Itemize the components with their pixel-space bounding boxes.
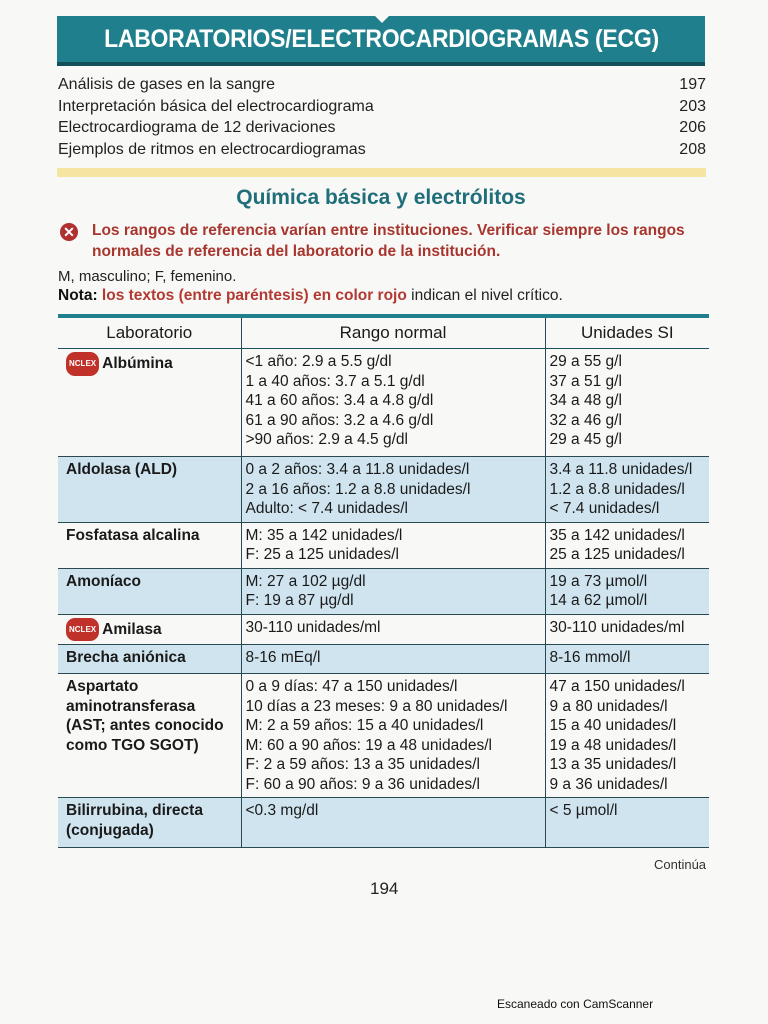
normal-range-line: 41 a 60 años: 3.4 a 4.8 g/dl [245,392,434,409]
normal-range-line: M: 35 a 142 unidades/l [245,526,403,544]
lab-name-cell [58,568,241,614]
table-row [58,457,709,523]
si-units-line: 34 a 48 g/l [549,392,622,409]
si-units-cell [545,674,709,798]
note-label: Nota: [58,287,98,304]
si-units-line: 29 a 45 g/l [549,431,622,448]
normal-range-line: M: 60 a 90 años: 19 a 48 unidades/l [245,736,492,754]
si-units-line: 29 a 55 g/l [549,353,622,370]
nclex-badge-icon: NCLEX [66,352,99,376]
normal-range-cell [241,645,545,674]
toc-entry[interactable] [58,139,706,161]
normal-range-line: Adulto: < 7.4 unidades/l [245,500,408,517]
page-number: 194 [370,879,399,898]
lab-name: Fosfatasa alcalina [66,526,200,544]
si-units-line: 30-110 unidades/ml [549,618,685,636]
toc-entry-label: Análisis de gases en la sangre [58,76,276,93]
normal-range-line: <1 año: 2.9 a 5.5 g/dl [245,353,392,370]
normal-range-line: 30-110 unidades/ml [245,618,381,636]
normal-range-line: 8-16 mEq/l [245,649,321,666]
toc-entry[interactable] [58,117,706,139]
normal-range-line: <0.3 mg/dl [245,802,319,819]
table-row [58,645,709,674]
normal-range-cell [241,349,545,457]
si-units-line: 37 a 51 g/l [549,372,622,390]
column-header-normal-range: Rango normal [241,316,545,349]
toc-entry-page: 203 [679,97,706,115]
lab-values-table [58,314,709,848]
abbreviations: M, masculino; F, femenino. [58,268,237,285]
toc-entry[interactable] [58,74,706,96]
lab-name: Amilasa [102,620,162,638]
si-units-cell [545,522,709,568]
si-units-line: 35 a 142 unidades/l [549,526,685,544]
normal-range-line: 0 a 9 días: 47 a 150 unidades/l [245,678,458,695]
column-header-si-units: Unidades SI [545,316,709,349]
lab-name-cell [58,798,241,848]
column-header-lab: Laboratorio [58,316,241,349]
lab-name: Bilirrubina, directa (conjugada) [66,802,203,839]
si-units-line: 19 a 73 µmol/l [549,572,648,590]
si-units-cell [545,568,709,614]
normal-range-cell [241,614,545,645]
section-divider [57,168,706,177]
si-units-line: < 5 µmol/l [549,802,618,819]
warning-text: Los rangos de referencia varían entre instituciones. Verificar siempre los rangos normales de referencia del laboratorio de la institución. [92,222,685,260]
toc-entry-page: 206 [679,119,706,136]
si-units-line: 3.4 a 11.8 unidades/l [549,461,693,478]
toc-entry-page: 208 [679,140,706,158]
continued-label: Continúa [654,857,707,872]
normal-range-line: F: 2 a 59 años: 13 a 35 unidades/l [245,756,480,773]
lab-name-cell [58,614,241,645]
table-body [58,349,709,848]
normal-range-cell [241,798,545,848]
section-title: Química básica y electrólitos [236,186,526,209]
normal-range-line: F: 25 a 125 unidades/l [245,546,399,563]
lab-name-cell [58,349,241,457]
table-of-contents [58,74,706,160]
si-units-cell [545,614,709,645]
lab-name-cell [58,522,241,568]
lab-name-cell [58,645,241,674]
normal-range-line: F: 19 a 87 µg/dl [245,592,354,609]
normal-range-cell [241,674,545,798]
chapter-banner [57,16,705,66]
banner-notch [375,16,389,23]
normal-range-line: M: 2 a 59 años: 15 a 40 unidades/l [245,717,484,734]
table-row [58,798,709,848]
toc-entry-label: Electrocardiograma de 12 derivaciones [58,119,336,136]
normal-range-cell [241,568,545,614]
si-units-line: 14 a 62 µmol/l [549,592,648,609]
normal-range-cell [241,457,545,523]
si-units-line: 25 a 125 unidades/l [549,546,685,563]
si-units-line: 47 a 150 unidades/l [549,678,685,695]
lab-name: Amoníaco [66,572,141,590]
si-units-line: 32 a 46 g/l [549,411,622,429]
scanner-watermark: Escaneado con CamScanner [497,997,654,1011]
normal-range-line: 61 a 90 años: 3.2 a 4.6 g/dl [245,411,434,429]
warning-note [60,220,710,262]
table-row [58,674,709,798]
normal-range-line: M: 27 a 102 µg/dl [245,572,366,590]
lab-name-cell [58,457,241,523]
normal-range-line: F: 60 a 90 años: 9 a 36 unidades/l [245,775,480,793]
lab-name: Brecha aniónica [66,649,186,666]
note-red-text: los textos (entre paréntesis) en color rojo [101,287,407,304]
normal-range-line: 0 a 2 años: 3.4 a 11.8 unidades/l [245,461,470,478]
nclex-badge-icon: NCLEX [66,618,99,642]
note-rest-text: indican el nivel crítico. [411,287,563,304]
si-units-line: 19 a 48 unidades/l [549,736,677,754]
lab-name-cell [58,674,241,798]
toc-entry-page: 197 [679,76,706,93]
lab-name: Aspartato aminotransferasa (AST; antes conocido como TGO SGOT) [66,678,224,754]
normal-range-line: 10 días a 23 meses: 9 a 80 unidades/l [245,697,508,715]
normal-range-line: >90 años: 2.9 a 4.5 g/dl [245,431,408,448]
table-row [58,614,709,645]
table-row [58,349,709,457]
toc-entry-label: Ejemplos de ritmos en electrocardiogramas [58,140,366,158]
si-units-line: 9 a 80 unidades/l [549,697,668,715]
chapter-title: LABORATORIOS/ELECTROCARDIOGRAMAS (ECG) [103,24,659,53]
normal-range-line: 1 a 40 años: 3.7 a 5.1 g/dl [245,372,425,390]
normal-range-line: 2 a 16 años: 1.2 a 8.8 unidades/l [245,480,471,498]
si-units-line: 13 a 35 unidades/l [549,756,677,773]
si-units-cell [545,645,709,674]
si-units-line: < 7.4 unidades/l [549,500,660,517]
si-units-line: 9 a 36 unidades/l [549,775,668,793]
si-units-cell [545,457,709,523]
si-units-line: 1.2 a 8.8 unidades/l [549,480,685,498]
si-units-cell [545,349,709,457]
si-units-cell [545,798,709,848]
toc-entry-label: Interpretación básica del electrocardiograma [58,97,374,115]
normal-range-cell [241,522,545,568]
warning-x-icon: ✕ [60,223,78,241]
si-units-line: 15 a 40 unidades/l [549,717,677,734]
lab-name: Albúmina [102,355,173,372]
toc-entry[interactable] [58,96,706,118]
note-line [58,287,563,305]
table-row [58,522,709,568]
lab-name: Aldolasa (ALD) [66,461,178,478]
table-header-row [58,316,709,349]
table-row [58,568,709,614]
si-units-line: 8-16 mmol/l [549,649,631,666]
